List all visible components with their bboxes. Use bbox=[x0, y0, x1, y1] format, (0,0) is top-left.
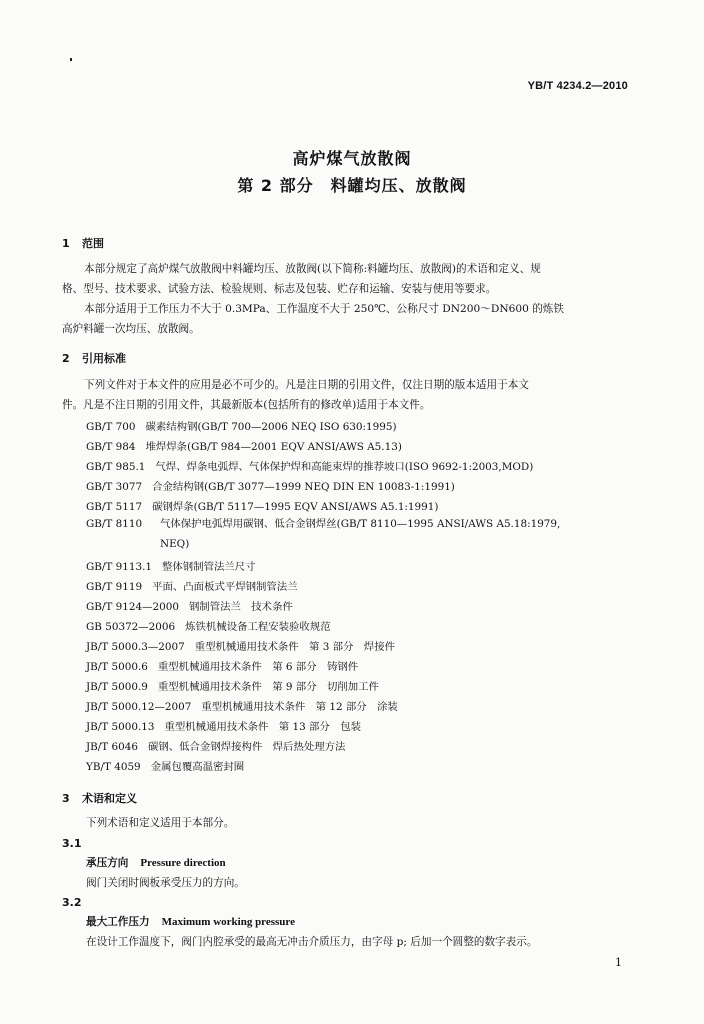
reference-code: GB/T 8110 bbox=[86, 518, 143, 530]
reference-title: 碳钢焊条(GB/T 5117—1995 EQV ANSI/AWS A5.1:1991) bbox=[152, 501, 439, 513]
reference-code: GB/T 9113.1 bbox=[86, 561, 153, 573]
reference-code: GB/T 984 bbox=[86, 441, 136, 453]
term-heading: 承压方向 Pressure direction bbox=[86, 857, 226, 869]
reference-item bbox=[86, 514, 632, 554]
reference-item bbox=[86, 678, 379, 693]
reference-title: 气体保护电弧焊用碳钢、低合金钢焊丝(GB/T 8110—1995 ANSI/AWS A5.18:1979, NEQ) bbox=[160, 518, 561, 550]
scope-paragraph-2: 本部分适用于工作压力不大于 0.3MPa、工作温度不大于 250℃、公称尺寸 DN200～DN600 的炼铁 高炉料罐一次均压、放散阀。 bbox=[62, 303, 564, 335]
reference-item bbox=[86, 558, 256, 573]
reference-item bbox=[86, 578, 298, 593]
reference-title: 重型机械通用技术条件 第 3 部分 焊接件 bbox=[194, 641, 395, 653]
reference-title: 气焊、焊条电弧焊、气体保护焊和高能束焊的推荐坡口(ISO 9692-1:2003,MOD) bbox=[155, 461, 534, 473]
term-definition: 在设计工作温度下，阀门内腔承受的最高无冲击介质压力，由字母 p; 后加一个圆整的数字表示。 bbox=[86, 936, 538, 948]
reference-item bbox=[86, 638, 395, 653]
reference-code: GB/T 5117 bbox=[86, 501, 143, 513]
term-number: 3.2 bbox=[62, 896, 82, 909]
term-definition: 阀门关闭时阀板承受压力的方向。 bbox=[86, 877, 245, 889]
reference-title: 平面、凸面板式平焊钢制管法兰 bbox=[152, 581, 298, 593]
section-2-heading: 2 引用标准 bbox=[62, 352, 126, 365]
reference-code: GB/T 9124—2000 bbox=[86, 601, 179, 613]
terms-intro: 下列术语和定义适用于本部分。 bbox=[86, 817, 235, 829]
standard-number: YB/T 4234.2—2010 bbox=[527, 80, 628, 92]
reference-item bbox=[86, 718, 361, 733]
reference-code: JB/T 5000.12—2007 bbox=[86, 701, 192, 713]
section-3-heading: 3 术语和定义 bbox=[62, 792, 137, 805]
reference-item bbox=[86, 598, 293, 613]
reference-code: JB/T 5000.13 bbox=[86, 721, 155, 733]
reference-title: 整体钢制管法兰尺寸 bbox=[162, 561, 256, 573]
reference-code: GB 50372—2006 bbox=[86, 621, 176, 633]
reference-code: JB/T 6046 bbox=[86, 741, 138, 753]
reference-title: 重型机械通用技术条件 第 9 部分 切削加工件 bbox=[157, 681, 379, 693]
reference-code: GB/T 985.1 bbox=[86, 461, 146, 473]
scope-paragraph-1: 本部分规定了高炉煤气放散阀中料罐均压、放散阀(以下简称:料罐均压、放散阀)的术语和定义、规 格、型号、技术要求、试验方法、检验规则、标志及包装、贮存和运输、安装与使用等要求。 bbox=[62, 263, 541, 295]
references-intro: 下列文件对于本文件的应用是必不可少的。凡是注日期的引用文件，仅注日期的版本适用于本文 件。凡是不注日期的引用文件，其最新版本(包括所有的修改单)适用于本文件。 bbox=[62, 379, 529, 411]
term-number: 3.1 bbox=[62, 837, 82, 850]
reference-code: GB/T 9119 bbox=[86, 581, 143, 593]
section-1-heading: 1 范围 bbox=[62, 237, 104, 250]
reference-code: JB/T 5000.9 bbox=[86, 681, 148, 693]
reference-title: 金属包覆高温密封圈 bbox=[150, 761, 245, 773]
reference-title: 碳素结构钢(GB/T 700—2006 NEQ ISO 630:1995) bbox=[145, 421, 397, 433]
reference-code: GB/T 3077 bbox=[86, 481, 143, 493]
reference-code: JB/T 5000.6 bbox=[86, 661, 148, 673]
reference-title: 碳钢、低合金钢焊接构件 焊后热处理方法 bbox=[147, 741, 346, 753]
reference-item bbox=[86, 658, 358, 673]
reference-item bbox=[86, 438, 402, 453]
reference-title: 堆焊焊条(GB/T 984—2001 EQV ANSI/AWS A5.13) bbox=[145, 441, 402, 453]
reference-item bbox=[86, 498, 438, 513]
reference-item bbox=[86, 738, 345, 753]
reference-title: 重型机械通用技术条件 第 6 部分 铸钢件 bbox=[157, 661, 359, 673]
reference-title: 重型机械通用技术条件 第 12 部分 涂装 bbox=[201, 701, 398, 713]
reference-item bbox=[86, 698, 398, 713]
reference-code: JB/T 5000.3—2007 bbox=[86, 641, 185, 653]
reference-title: 合金结构钢(GB/T 3077—1999 NEQ DIN EN 10083-1:1991) bbox=[152, 481, 455, 493]
term-heading: 最大工作压力 Maximum working pressure bbox=[86, 916, 295, 928]
page-number: 1 bbox=[615, 956, 622, 969]
reference-code: YB/T 4059 bbox=[86, 761, 141, 773]
document-subtitle: 第 2 部分 料罐均压、放散阀 bbox=[237, 176, 467, 195]
scan-speck bbox=[70, 58, 72, 61]
reference-item bbox=[86, 618, 331, 633]
reference-item bbox=[86, 458, 533, 473]
reference-item bbox=[86, 418, 397, 433]
reference-title: 重型机械通用技术条件 第 13 部分 包装 bbox=[164, 721, 361, 733]
reference-title: 炼铁机械设备工程安装验收规范 bbox=[185, 621, 331, 633]
reference-title: 钢制管法兰 技术条件 bbox=[188, 601, 293, 613]
document-title: 高炉煤气放散阀 bbox=[292, 149, 412, 168]
reference-code: GB/T 700 bbox=[86, 421, 136, 433]
reference-item bbox=[86, 478, 455, 493]
reference-item bbox=[86, 758, 244, 773]
